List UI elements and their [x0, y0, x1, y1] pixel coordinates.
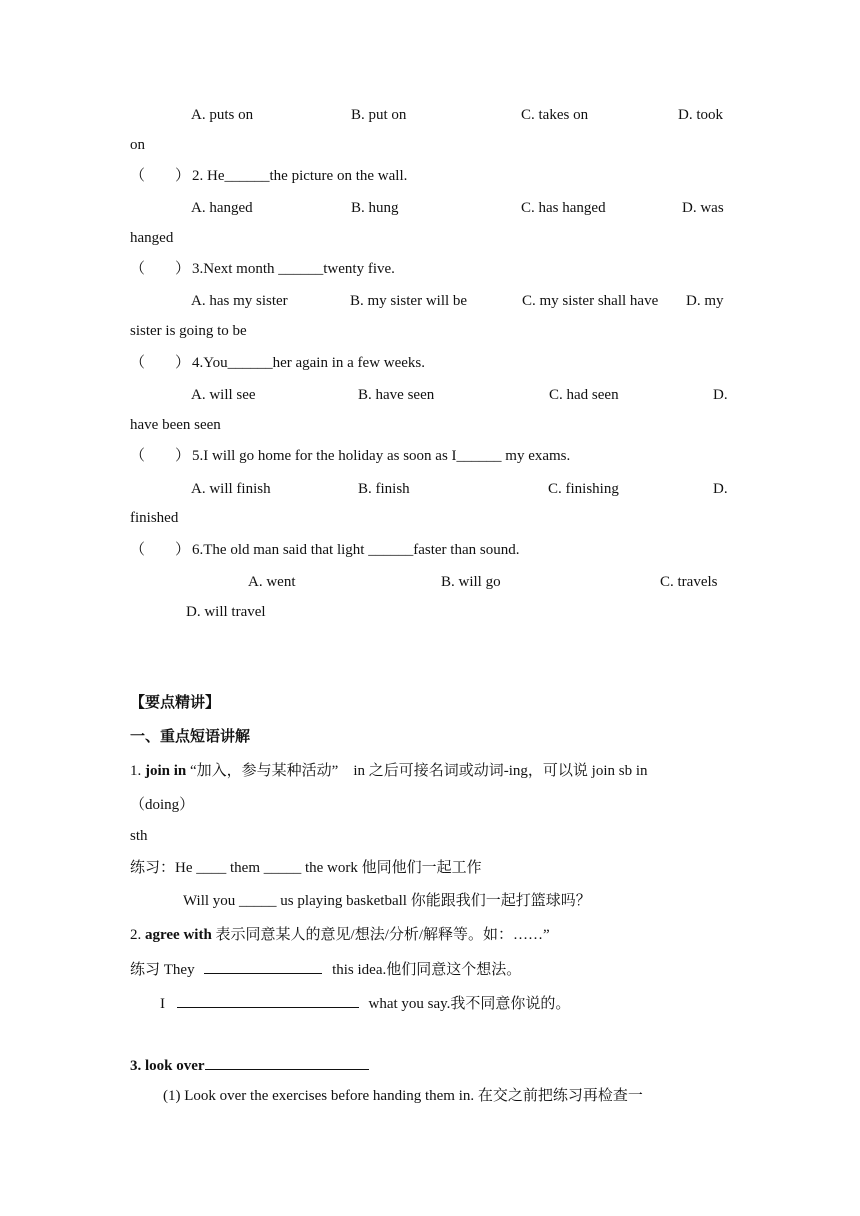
item2-exercise-2-prefix: I [160, 996, 165, 1012]
q2-option-d-wrap: hanged [130, 230, 174, 246]
q4-option-b: B. have seen [358, 387, 435, 403]
item2-exercise-1 [130, 959, 521, 980]
q5-paren: （ ） [130, 448, 191, 464]
q1-option-a: A. puts on [191, 107, 254, 123]
item1-phrase: join in [145, 763, 187, 779]
q2-option-c: C. has hanged [521, 200, 606, 216]
q1-option-d: D. took [678, 107, 723, 123]
q5-option-c: C. finishing [548, 481, 619, 497]
q3-option-c: C. my sister shall have [522, 293, 659, 309]
q3-option-d: D. my [686, 293, 724, 309]
q5-option-d: D. [713, 481, 728, 497]
q4-option-d: D. [713, 387, 728, 403]
q3-stem: 3.Next month ______twenty five. [192, 261, 395, 277]
q4-option-d-wrap: have been seen [130, 417, 221, 433]
item2-phrase: agree with [145, 927, 212, 943]
q6-option-b: B. will go [441, 574, 501, 590]
q5-option-d-wrap: finished [130, 510, 179, 526]
item1-description: “加入，参与某种活动” in 之后可接名词或动词-ing，可以说 join sb in [186, 763, 648, 779]
q6-option-d: D. will travel [186, 604, 266, 620]
item2-exercise-1-prefix: 练习 They [130, 962, 195, 978]
q3-option-b: B. my sister will be [350, 293, 468, 309]
q4-paren: （ ） [130, 355, 191, 371]
answer-blank[interactable] [177, 993, 359, 1008]
q4-stem: 4.You______her again in a few weeks. [192, 355, 426, 371]
q4-option-c: C. had seen [549, 387, 619, 403]
item1-description-end: sth [130, 828, 148, 844]
q6-paren: （ ） [130, 542, 191, 558]
q3-option-d-wrap: sister is going to be [130, 323, 247, 339]
item1-number: 1. [130, 763, 145, 779]
q2-stem: 2. He______the picture on the wall. [192, 168, 408, 184]
q1-option-d-wrap: on [130, 137, 145, 153]
q2-paren: （ ） [130, 168, 191, 184]
answer-blank[interactable] [204, 959, 322, 974]
answer-blank[interactable] [205, 1055, 369, 1070]
q2-option-b: B. hung [351, 200, 399, 216]
q1-option-b: B. put on [351, 107, 407, 123]
q5-stem: 5.I will go home for the holiday as soon as I______ my exams. [192, 448, 571, 464]
item3-line [130, 1055, 369, 1076]
q5-option-b: B. finish [358, 481, 410, 497]
item1-exercise-2: Will you _____ us playing basketball 你能跟我们一起打篮球吗？ [183, 893, 591, 909]
item3-label: 3. look over [130, 1058, 205, 1074]
q3-option-a: A. has my sister [191, 293, 288, 309]
q3-paren: （ ） [130, 261, 191, 277]
q5-option-a: A. will finish [191, 481, 271, 497]
item2-exercise-2-suffix: what you say.我不同意你说的。 [368, 996, 571, 1012]
section-subheading: 一、重点短语讲解 [130, 729, 251, 745]
item3-example-1: (1) Look over the exercises before handing them in. 在交之前把练习再检查一 [163, 1088, 643, 1104]
q4-option-a: A. will see [191, 387, 256, 403]
item1-line [130, 761, 648, 781]
q2-option-a: A. hanged [191, 200, 253, 216]
section-heading: 【要点精讲】 [130, 695, 221, 711]
q6-option-a: A. went [248, 574, 296, 590]
q6-stem: 6.The old man said that light ______faster than sound. [192, 542, 520, 558]
item1-description-cont: （doing） [130, 797, 195, 813]
item2-exercise-2 [160, 993, 570, 1014]
item2-number: 2. [130, 927, 145, 943]
item2-line [130, 925, 550, 945]
q2-option-d: D. was [682, 200, 724, 216]
q1-option-c: C. takes on [521, 107, 589, 123]
item2-exercise-1-suffix: this idea.他们同意这个想法。 [332, 962, 522, 978]
item1-exercise-1: 练习：He ____ them _____ the work 他同他们一起工作 [130, 860, 482, 876]
q6-option-c: C. travels [660, 574, 718, 590]
item2-description: 表示同意某人的意见/想法/分析/解释等。如：……” [211, 927, 550, 943]
